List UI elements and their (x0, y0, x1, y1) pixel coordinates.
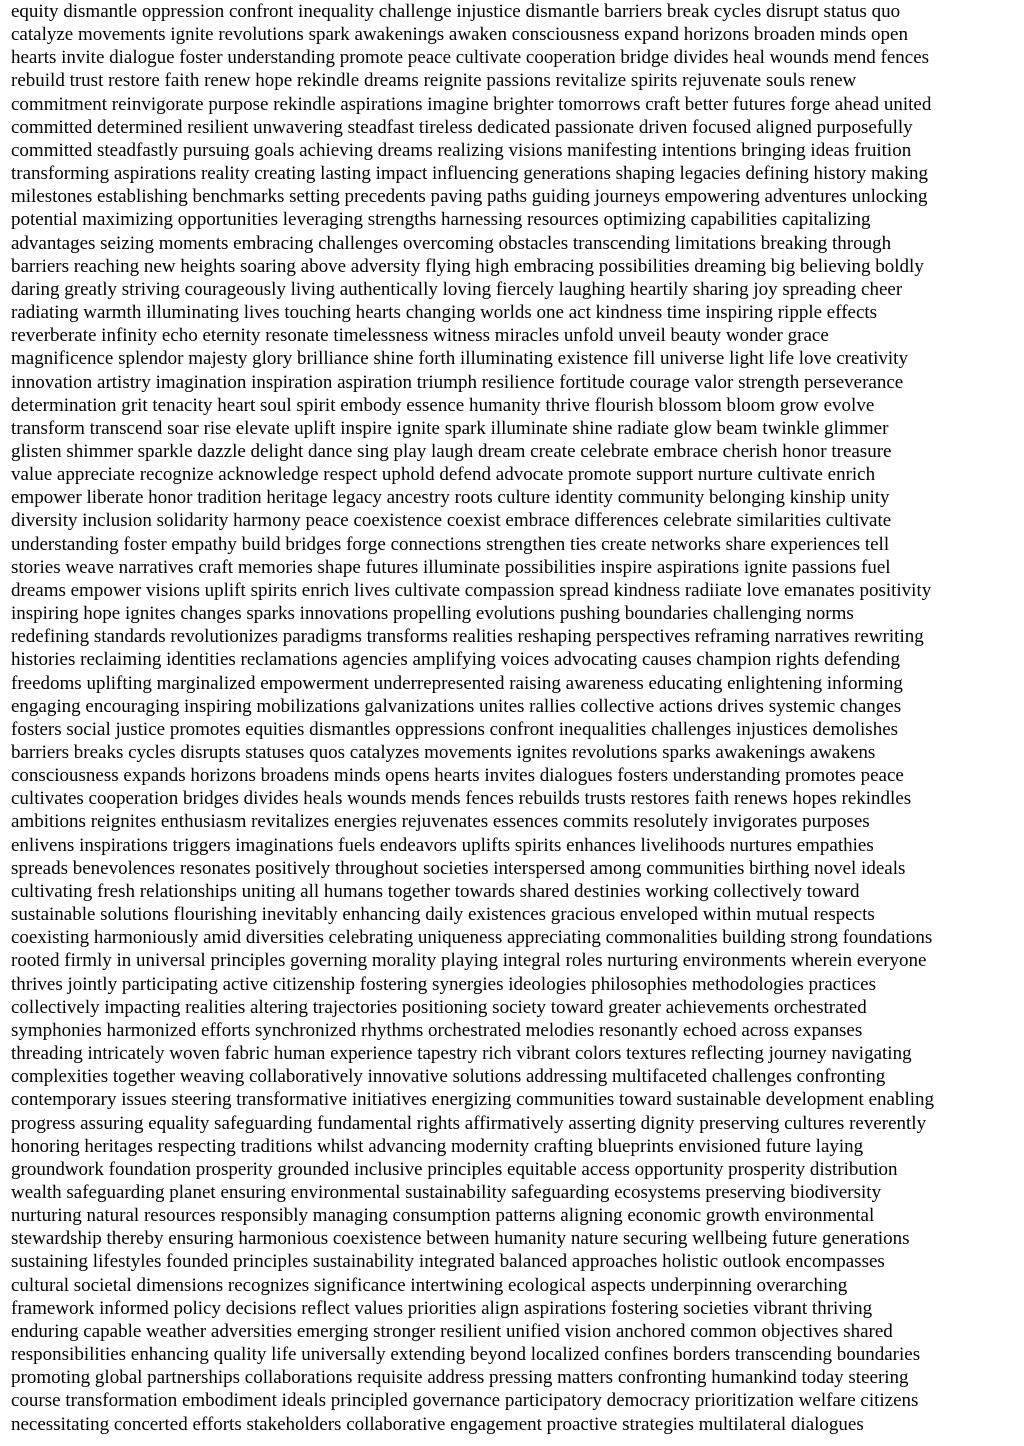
text-line: sustainable solutions flourishing inevitably enhancing daily existences gracious enveloped within mutual respects (11, 904, 875, 926)
text-line: innovation artistry imagination inspiration aspiration triumph resilience fortitude courage valor strength perseverance (11, 371, 904, 393)
text-line: redefining standards revolutionizes paradigms transforms realities reshaping perspectives reframing narratives rewriting (11, 626, 924, 648)
text-line: rooted firmly in universal principles governing morality playing integral roles nurturing environments wherein everyone (11, 950, 927, 972)
text-line: enduring capable weather adversities emerging stronger resilient unified vision anchored common objectives shared (11, 1320, 893, 1342)
text-line: magnificence splendor majesty glory brilliance shine forth illuminating existence fill universe light life love creativity (11, 348, 908, 370)
text-line: equity dismantle oppression confront inequality challenge injustice dismantle barriers break cycles disrupt status quo (11, 1, 901, 22)
text-line: nurturing natural resources responsibly managing consumption patterns aligning economic growth environmental (11, 1205, 875, 1227)
text-line: groundwork foundation prosperity grounded inclusive principles equitable access opportunity prosperity distribution (11, 1158, 898, 1180)
text-line: committed steadfastly pursuing goals achieving dreams realizing visions manifesting intentions bringing ideas fruition (11, 139, 912, 161)
text-line: thrives jointly participating active citizenship fostering synergies ideologies philosophies methodologies practices (11, 973, 877, 995)
text-line: rebuild trust restore faith renew hope rekindle dreams reignite passions revitalize spirits rejuvenate souls renew (11, 70, 857, 92)
text-line: course transformation embodiment ideals principled governance participatory democracy prioritization welfare citizens (11, 1390, 919, 1412)
text-line: empower liberate honor tradition heritage legacy ancestry roots culture identity community belonging kinship unity (11, 487, 890, 509)
text-line: daring greatly striving courageously living authentically loving fiercely laughing heartily sharing joy spreading cheer (11, 278, 903, 300)
text-line: consciousness expands horizons broadens minds opens hearts invites dialogues fosters understanding promotes peace (11, 765, 904, 787)
text-line: necessitating concerted efforts stakeholders collaborative engagement proactive strategies multilateral dialogues (11, 1413, 864, 1435)
text-line: histories reclaiming identities reclamations agencies amplifying voices advocating causes champion rights defending (11, 649, 901, 671)
text-line: coexisting harmoniously amid diversities celebrating uniqueness appreciating commonalities building strong foundations (11, 927, 933, 949)
text-line: radiating warmth illuminating lives touching hearts changing worlds one act kindness time inspiring ripple effects (11, 302, 878, 324)
text-line: advantages seizing moments embracing challenges overcoming obstacles transcending limitations breaking through (11, 232, 892, 254)
text-line: fosters social justice promotes equities dismantles oppressions confront inequalities challenges injustices demolishes (11, 718, 899, 740)
text-line: understanding foster empathy build bridges forge connections strengthen ties create networks share experiences tell (11, 533, 890, 555)
text-line: progress assuring equality safeguarding fundamental rights affirmatively asserting dignity preserving cultures reverently (11, 1112, 927, 1134)
text-line: stories weave narratives craft memories shape futures illuminate possibilities inspire aspirations ignite passions fuel (11, 556, 891, 578)
text-line: barriers reaching new heights soaring above adversity flying high embracing possibilities dreaming big believing boldly (11, 255, 924, 277)
text-line: stewardship thereby ensuring harmonious coexistence between humanity nature securing wellbeing future generations (11, 1228, 910, 1250)
text-line: hearts invite dialogue foster understanding promote peace cultivate cooperation bridge divides heal wounds mend fences (11, 47, 930, 69)
text-line: collectively impacting realities altering trajectories positioning society toward greater achievements orchestrated (11, 996, 867, 1018)
text-line: promoting global partnerships collaborations requisite address pressing matters confronting humankind today steering (11, 1367, 909, 1389)
text-line: transform transcend soar rise elevate uplift inspire ignite spark illuminate shine radiate glow beam twinkle glimmer (11, 417, 889, 439)
text-line: symphonies harmonized efforts synchronized rhythms orchestrated melodies resonantly echoed across expanses (11, 1019, 863, 1041)
text-line: sustaining lifestyles founded principles sustainability integrated balanced approaches holistic outlook encompasses (11, 1251, 885, 1273)
text-line: spreads benevolences resonates positively throughout societies interspersed among communities birthing novel ideals (11, 857, 906, 879)
text-line: reverberate infinity echo eternity resonate timelessness witness miracles unfold unveil beauty wonder grace (11, 325, 829, 347)
text-line: determination grit tenacity heart soul spirit embody essence humanity thrive flourish blossom bloom grow evolve (11, 394, 875, 416)
text-line: complexities together weaving collaboratively innovative solutions addressing multifaceted challenges confronting (11, 1066, 886, 1088)
text-line: threading intricately woven fabric human experience tapestry rich vibrant colors textures reflecting journey navigating (11, 1043, 912, 1065)
text-line: responsibilities enhancing quality life universally extending beyond localized confines borders transcending boundaries (11, 1344, 921, 1366)
text-line: committed determined resilient unwavering steadfast tireless dedicated passionate driven focused aligned purposefully (11, 116, 913, 138)
text-line: freedoms uplifting marginalized empowerment underrepresented raising awareness educating enlightening informing (11, 672, 903, 694)
text-line: cultivating fresh relationships uniting all humans together towards shared destinies working collectively toward (11, 880, 860, 902)
text-line: milestones establishing benchmarks setting precedents paving paths guiding journeys empowering adventures unlocking (11, 186, 928, 208)
text-line: commitment reinvigorate purpose rekindle aspirations imagine brighter tomorrows craft better futures forge ahead united (11, 93, 932, 115)
text-line: cultivates cooperation bridges divides heals wounds mends fences rebuilds trusts restores faith renews hopes rekindles (11, 788, 912, 810)
text-line: barriers breaks cycles disrupts statuses quos catalyzes movements ignites revolutions sparks awakenings awakens (11, 742, 876, 763)
text-line: framework informed policy decisions reflect values priorities align aspirations fostering societies vibrant thriving (11, 1297, 873, 1319)
text-line: contemporary issues steering transformative initiatives energizing communities toward sustainable development enabling (11, 1089, 935, 1111)
text-line: enlivens inspirations triggers imaginations fuels endeavors uplifts spirits enhances livelihoods nurtures empathies (11, 834, 874, 856)
text-line: transforming aspirations reality creating lasting impact influencing generations shaping legacies defining history making (11, 163, 929, 185)
text-line: dreams empower visions uplift spirits enrich lives cultivate compassion spread kindness radiiate love emanates positivity (11, 579, 932, 601)
text-line: engaging encouraging inspiring mobilizations galvanizations unites rallies collective actions drives systemic changes (11, 695, 902, 717)
text-line: wealth safeguarding planet ensuring environmental sustainability safeguarding ecosystems preserving biodiversity (11, 1181, 882, 1203)
text-line: glisten shimmer sparkle dazzle delight dance sing play laugh dream create celebrate embrace cherish honor treasure (11, 440, 892, 462)
text-line: inspiring hope ignites changes sparks innovations propelling evolutions pushing boundaries challenging norms (11, 603, 854, 625)
text-line: ambitions reignites enthusiasm revitalizes energies rejuvenates essences commits resolutely invigorates purposes (11, 811, 870, 833)
text-line: potential maximizing opportunities leveraging strengths harnessing resources optimizing capabilities capitalizing (11, 209, 871, 231)
text-line: honoring heritages respecting traditions whilst advancing modernity crafting blueprints envisioned future laying (11, 1135, 864, 1157)
text-line: catalyze movements ignite revolutions spark awakenings awaken consciousness expand horizons broaden minds open (11, 24, 908, 46)
text-line: value appreciate recognize acknowledge respect uphold defend advocate promote support nurture cultivate enrich (11, 464, 876, 486)
text-line: diversity inclusion solidarity harmony peace coexistence coexist embrace differences celebrate similarities cultivate (11, 510, 892, 532)
text-line: cultural societal dimensions recognizes significance intertwining ecological aspects underpinning overarching (11, 1274, 848, 1296)
